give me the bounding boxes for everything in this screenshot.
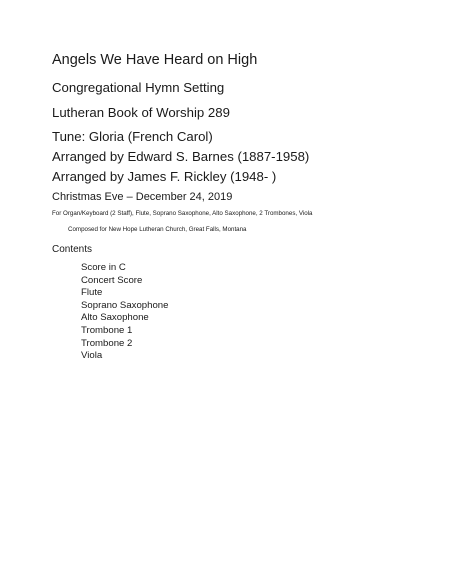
subtitle: Congregational Hymn Setting [52,80,225,95]
tune-name: Tune: Gloria (French Carol) [52,129,213,144]
contents-item: Trombone 1 [81,324,133,336]
contents-item: Score in C [81,262,126,273]
performance-date: Christmas Eve – December 24, 2019 [52,191,233,203]
contents-item: Trombone 2 [81,337,133,349]
contents-heading: Contents [52,244,93,255]
contents-list [81,262,168,363]
hymnal-reference: Lutheran Book of Worship 289 [52,105,230,120]
contents-item: Flute [81,287,103,299]
composed-for: Composed for New Hope Lutheran Church, Great Falls, Montana [68,226,247,233]
document-title: Angels We Have Heard on High [52,52,258,68]
arranger-1: Arranged by Edward S. Barnes (1887-1958) [52,149,310,164]
contents-item: Concert Score [81,274,143,286]
instrumentation: For Organ/Keyboard (2 Staff), Flute, Soprano Saxophone, Alto Saxophone, 2 Trombones, Viola [52,210,313,217]
contents-item: Viola [81,350,103,362]
contents-item: Soprano Saxophone [81,299,169,311]
contents-item: Alto Saxophone [81,312,149,324]
arranger-2: Arranged by James F. Rickley (1948- ) [52,169,277,184]
